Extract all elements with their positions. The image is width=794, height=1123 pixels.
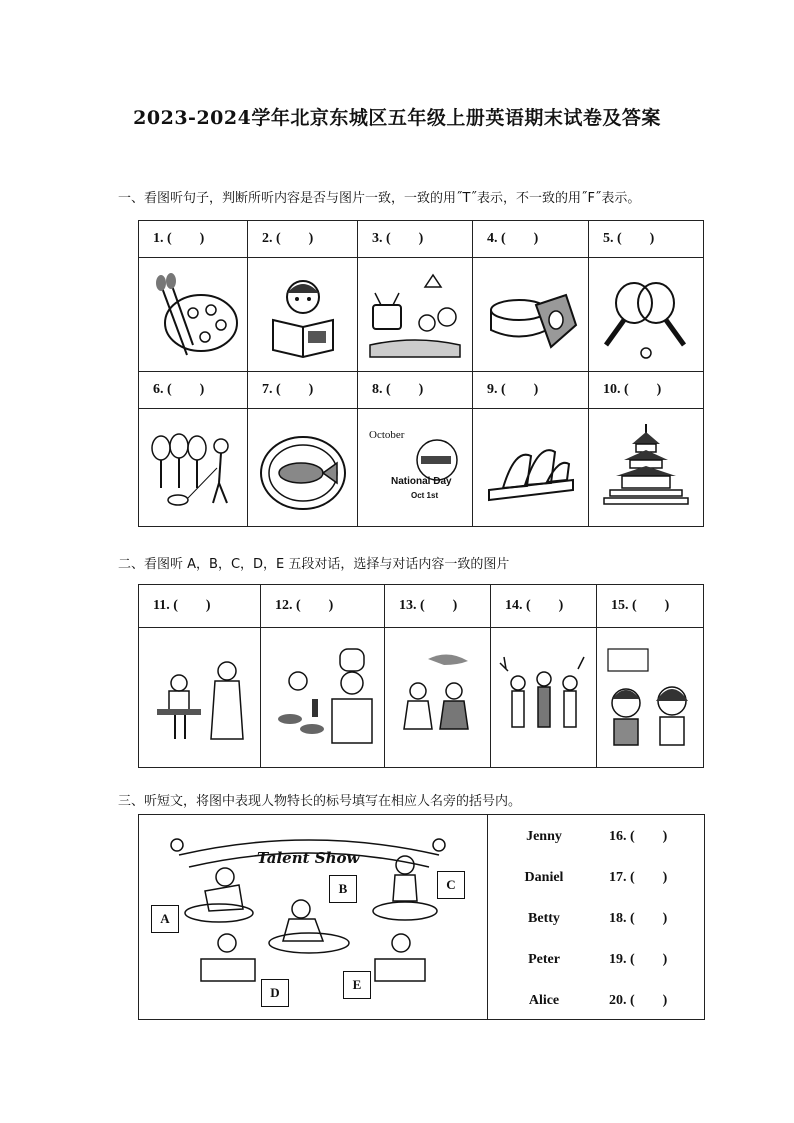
item-2-number: 2. ( ) — [248, 221, 358, 258]
label-d: D — [261, 979, 289, 1007]
calendar-month: October — [369, 428, 405, 441]
item-4-number: 4. ( ) — [473, 221, 589, 258]
item-18-number: 18. ( ) — [609, 911, 668, 926]
name-daniel: Daniel — [524, 870, 564, 885]
item-10-number: 10. ( ) — [589, 372, 704, 409]
name-betty: Betty — [528, 911, 560, 926]
picture-chef-food — [261, 628, 385, 768]
picture-crowd-firecrackers — [491, 628, 597, 768]
item-1-number: 1. ( ) — [139, 221, 248, 258]
item-6-number: 6. ( ) — [139, 372, 248, 409]
section-3-heading: 三、听短文，将图中表现人物特长的标号填写在相应人名旁的括号内。 — [118, 794, 522, 809]
calendar-holiday: National Day — [391, 475, 452, 487]
picture-opera-house — [473, 409, 589, 527]
name-jenny: Jenny — [526, 829, 562, 844]
item-11-number: 11. ( ) — [139, 585, 261, 628]
item-5-number: 5. ( ) — [589, 221, 704, 258]
picture-temple-of-heaven — [589, 409, 704, 527]
picture-palette — [139, 258, 248, 372]
item-19-number: 19. ( ) — [609, 952, 668, 967]
talent-show-panel — [138, 814, 705, 1020]
name-alice: Alice — [528, 993, 560, 1008]
picture-walking-dog — [139, 409, 248, 527]
item-3-number: 3. ( ) — [358, 221, 473, 258]
item-17-number: 17. ( ) — [609, 870, 668, 885]
picture-restaurant-order — [139, 628, 261, 768]
picture-boy-reading — [248, 258, 358, 372]
talent-show-banner: Talent Show — [257, 849, 360, 867]
calendar-date: Oct 1st — [411, 490, 439, 500]
section-1-heading: 一、看图听句子，判断所听内容是否与图片一致，一致的用˝T˝表示，不一致的用˝F˝表示。 — [118, 191, 641, 206]
label-c: C — [437, 871, 465, 899]
picture-mooncakes — [473, 258, 589, 372]
section-2-heading: 二、看图听 A，B，C，D，E 五段对话，选择与对话内容一致的图片 — [118, 557, 510, 572]
section-1-grid — [138, 220, 704, 527]
item-14-number: 14. ( ) — [491, 585, 597, 628]
section-2-grid — [138, 584, 704, 768]
picture-two-kids-talking — [597, 628, 704, 768]
item-7-number: 7. ( ) — [248, 372, 358, 409]
picture-national-day-calendar — [358, 409, 473, 527]
label-b: B — [329, 875, 357, 903]
talent-show-picture — [139, 815, 488, 1019]
item-16-number: 16. ( ) — [609, 829, 668, 844]
label-a: A — [151, 905, 179, 933]
item-13-number: 13. ( ) — [385, 585, 491, 628]
item-20-number: 20. ( ) — [609, 993, 668, 1008]
item-9-number: 9. ( ) — [473, 372, 589, 409]
item-15-number: 15. ( ) — [597, 585, 704, 628]
picture-ping-pong — [589, 258, 704, 372]
item-8-number: 8. ( ) — [358, 372, 473, 409]
label-e: E — [343, 971, 371, 999]
page-title: 2023-2024学年北京东城区五年级上册英语期末试卷及答案 — [133, 107, 661, 129]
item-12-number: 12. ( ) — [261, 585, 385, 628]
picture-family-tv — [358, 258, 473, 372]
name-peter: Peter — [528, 952, 560, 967]
picture-fish-plate — [248, 409, 358, 527]
picture-kids-festival — [385, 628, 491, 768]
